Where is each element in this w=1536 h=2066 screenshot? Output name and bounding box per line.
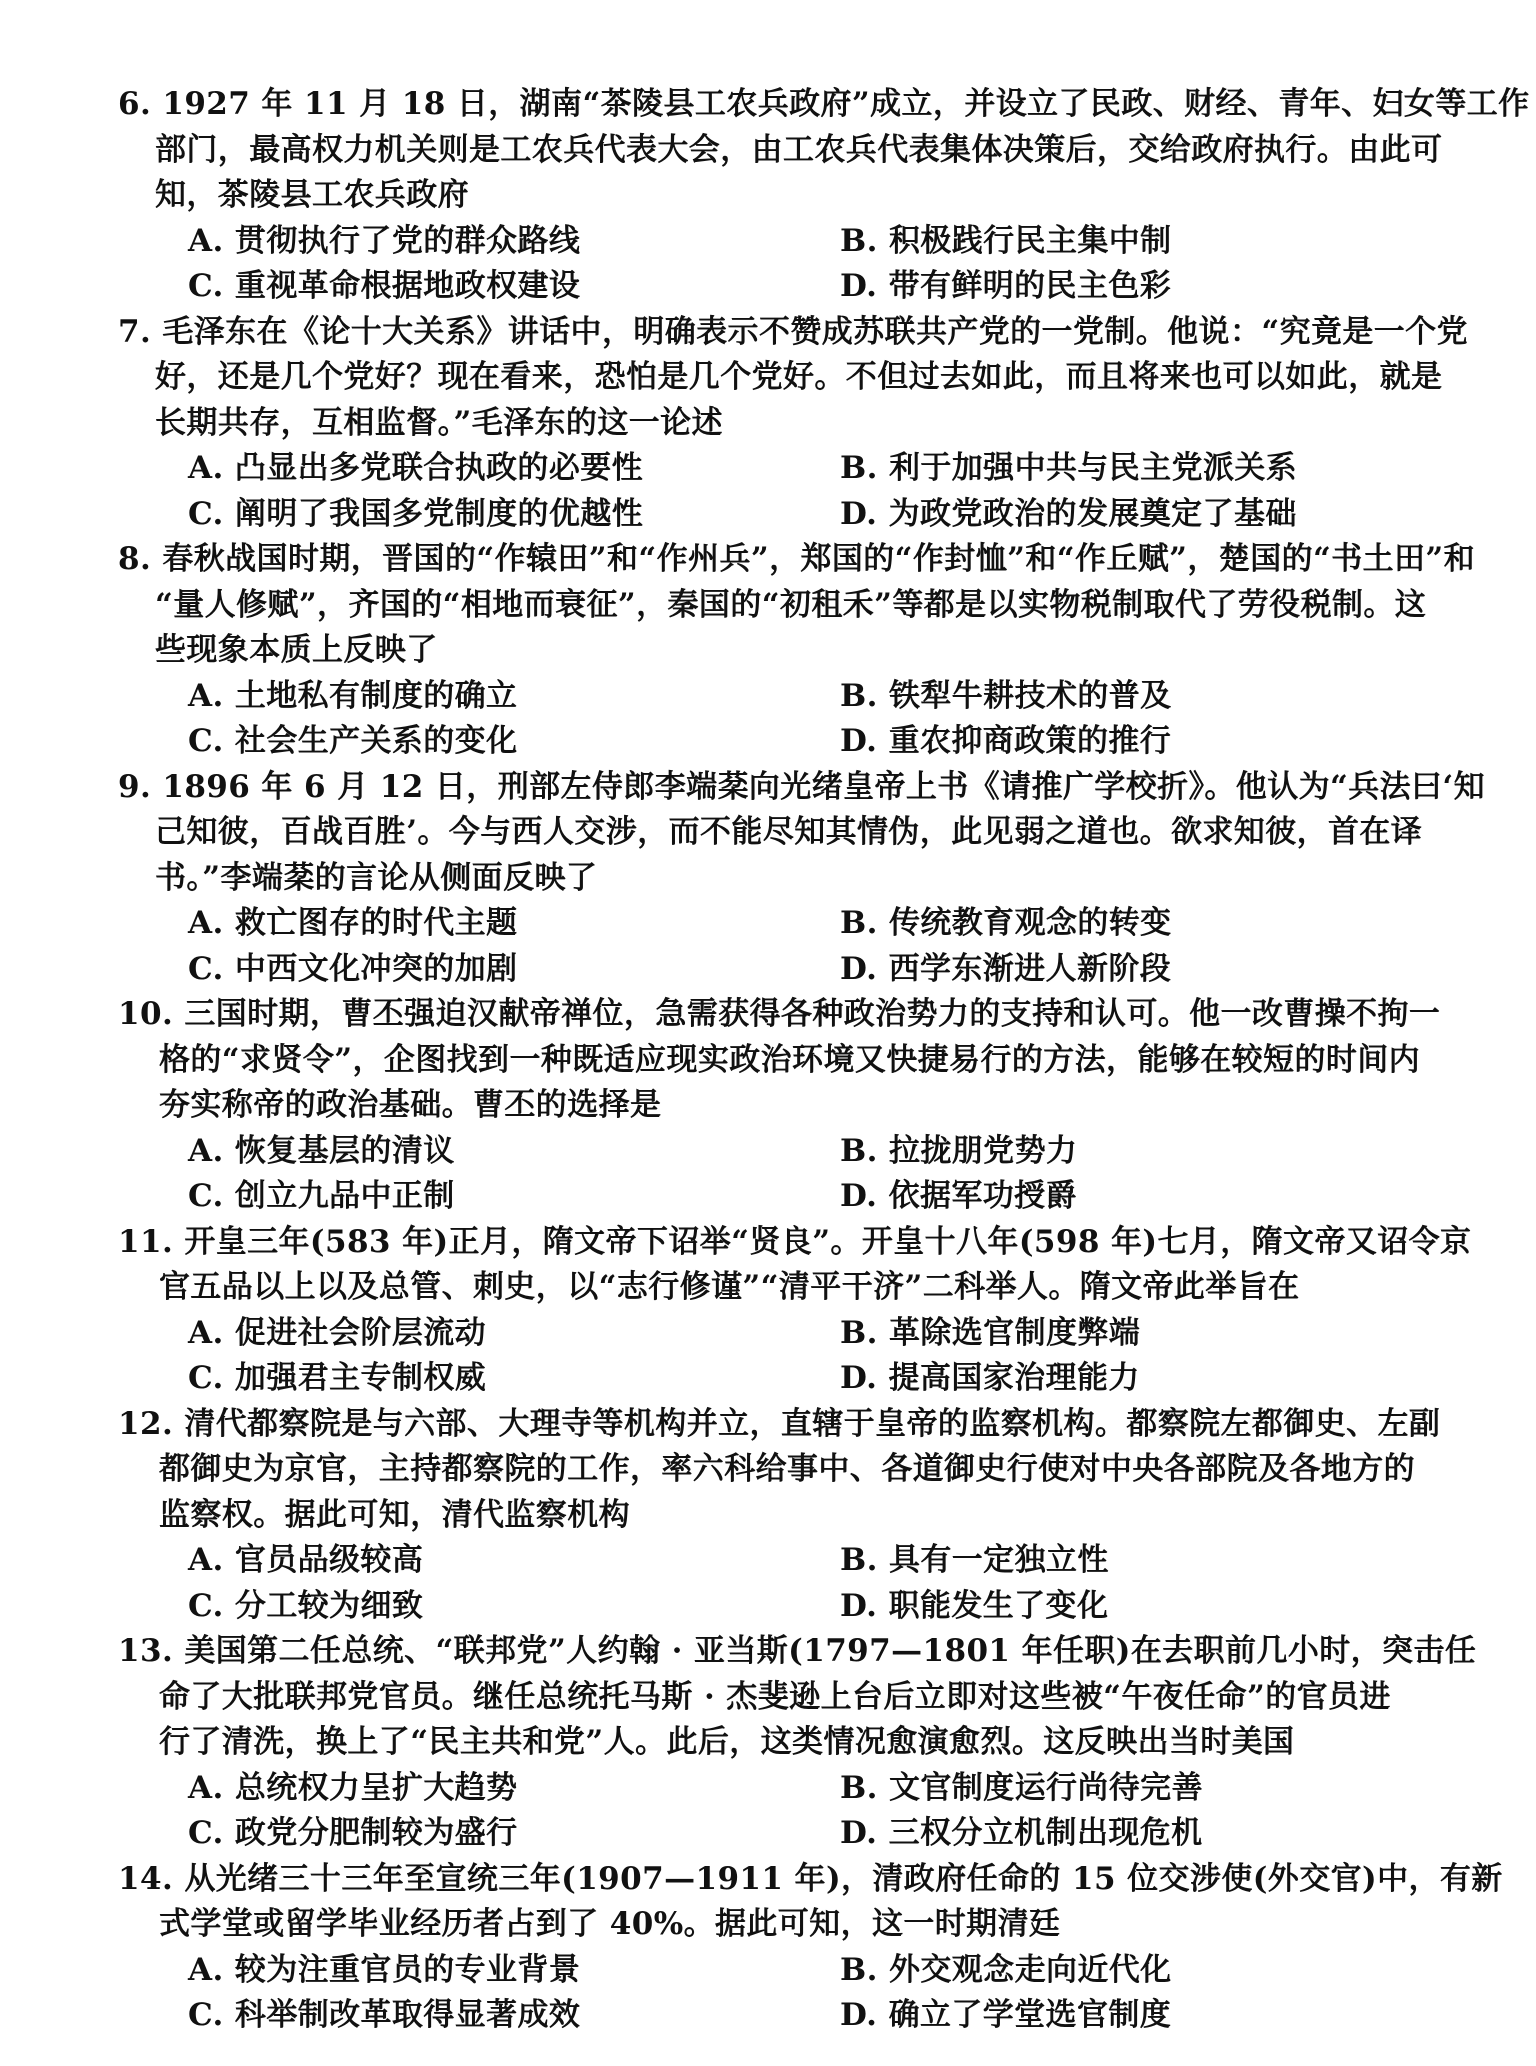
option-b: B. 铁犁牛耕技术的普及: [840, 677, 1172, 714]
answer-options: [118, 1129, 1446, 1220]
answer-options: [118, 1311, 1446, 1402]
question-stem-line: 格的“求贤令”，企图找到一种既适应现实政治环境又快捷易行的方法，能够在较短的时间内: [159, 1041, 1421, 1078]
option-d: D. 确立了学堂选官制度: [840, 1997, 1172, 2033]
option-a: A. 凸显出多党联合执政的必要性: [188, 450, 644, 486]
question-stem-line: 好，还是几个党好？现在看来，恐怕是几个党好。不但过去如此，而且将来也可以如此，就是: [155, 359, 1443, 395]
question-11: [118, 1220, 1472, 1402]
option-a: A. 土地私有制度的确立: [188, 677, 518, 714]
question-10: [118, 992, 1446, 1220]
question-stem-line: 6. 1927 年 11 月 18 日，湖南“茶陵县工农兵政府”成立，并设立了民政、财经、青年、妇女等工作: [118, 86, 1530, 122]
question-stem-line: 9. 1896 年 6 月 12 日，刑部左侍郎李端棻向光绪皇帝上书《请推广学校折》。他认为“兵法曰‘知: [118, 768, 1486, 805]
question-stem-line: 些现象本质上反映了: [155, 632, 438, 668]
option-b: B. 传统教育观念的转变: [840, 905, 1172, 941]
option-a: A. 官员品级较高: [188, 1542, 424, 1578]
answer-options: [118, 446, 1446, 537]
question-stem-line: 11. 开皇三年(583 年)正月，隋文帝下诏举“贤良”。开皇十八年(598 年)七月，隋文帝又诏令京: [118, 1223, 1472, 1260]
option-a: A. 恢复基层的清议: [188, 1132, 455, 1169]
question-stem-line: 部门，最高权力机关则是工农兵代表大会，由工农兵代表集体决策后，交给政府执行。由此可: [155, 131, 1443, 168]
question-stem-line: 都御史为京官，主持都察院的工作，率六科给事中、各道御史行使对中央各部院及各地方的: [159, 1451, 1415, 1487]
question-stem-line: 官五品以上以及总管、刺史，以“志行修谨”“清平干济”二科举人。隋文帝此举旨在: [159, 1269, 1300, 1305]
option-d: D. 重农抑商政策的推行: [840, 723, 1172, 759]
option-a: A. 贯彻执行了党的群众路线: [188, 222, 581, 259]
option-c: C. 阐明了我国多党制度的优越性: [188, 495, 644, 532]
question-stem-line: 命了大批联邦党官员。继任总统托马斯 · 杰斐逊上台后立即对这些被“午夜任命”的官员进: [159, 1678, 1391, 1715]
option-d: D. 三权分立机制出现危机: [840, 1815, 1203, 1851]
question-8: [118, 537, 1476, 765]
question-stem-line: “量人修赋”，齐国的“相地而衰征”，秦国的“初租禾”等都是以实物税制取代了劳役税制。这: [155, 586, 1427, 623]
option-c: C. 分工较为细致: [188, 1587, 424, 1624]
option-b: B. 利于加强中共与民主党派关系: [840, 450, 1298, 486]
option-a: A. 促进社会阶层流动: [188, 1314, 487, 1351]
answer-options: [118, 219, 1446, 310]
option-d: D. 为政党政治的发展奠定了基础: [840, 495, 1297, 532]
option-b: B. 积极践行民主集中制: [840, 222, 1172, 259]
question-12: [118, 1402, 1446, 1630]
option-b: B. 革除选官制度弊端: [840, 1314, 1141, 1351]
option-b: B. 具有一定独立性: [840, 1542, 1109, 1578]
question-stem-line: 行了清洗，换上了“民主共和党”人。此后，这类情况愈演愈烈。这反映出当时美国: [159, 1724, 1295, 1760]
option-c: C. 政党分肥制较为盛行: [188, 1815, 518, 1851]
question-stem-line: 7. 毛泽东在《论十大关系》讲话中，明确表示不赞成苏联共产党的一党制。他说：“究竟是一个党: [118, 313, 1468, 350]
question-stem-line: 书。”李端棻的言论从侧面反映了: [155, 859, 598, 896]
option-a: A. 较为注重官员的专业背景: [188, 1951, 581, 1988]
option-d: D. 带有鲜明的民主色彩: [840, 268, 1172, 304]
option-b: B. 拉拢朋党势力: [840, 1132, 1078, 1169]
question-stem-line: 长期共存，互相监督。”毛泽东的这一论述: [155, 404, 723, 441]
question-stem-line: 夯实称帝的政治基础。曹丕的选择是: [159, 1087, 662, 1123]
option-c: C. 重视革命根据地政权建设: [188, 268, 581, 304]
option-c: C. 科举制改革取得显著成效: [188, 1997, 581, 2033]
option-b: B. 文官制度运行尚待完善: [840, 1769, 1203, 1806]
option-c: C. 加强君主专制权威: [188, 1360, 487, 1396]
question-13: [118, 1629, 1477, 1857]
question-stem-line: 8. 春秋战国时期，晋国的“作辕田”和“作州兵”，郑国的“作封恤”和“作丘赋”，楚国的“书土田”和: [118, 541, 1476, 577]
question-6: [118, 82, 1530, 310]
question-stem-line: 式学堂或留学毕业经历者占到了 40%。据此可知，这一时期清廷: [159, 1906, 1061, 1942]
option-d: D. 西学东渐进人新阶段: [840, 950, 1172, 987]
question-stem-line: 知，茶陵县工农兵政府: [155, 177, 469, 213]
option-c: C. 创立九品中正制: [188, 1178, 455, 1214]
option-c: C. 社会生产关系的变化: [188, 723, 518, 759]
question-14: [118, 1857, 1503, 2039]
question-stem-line: 己知彼，百战百胜’。今与西人交涉，而不能尽知其情伪，此见弱之道也。欲求知彼，首在译: [155, 814, 1423, 850]
option-d: D. 提高国家治理能力: [840, 1360, 1140, 1396]
question-stem-line: 监察权。据此可知，清代监察机构: [159, 1496, 630, 1533]
answer-options: [118, 674, 1446, 765]
question-stem-line: 13. 美国第二任总统、“联邦党”人约翰 · 亚当斯(1797—1801 年任职)在去职前几小时，突击任: [118, 1633, 1477, 1669]
option-c: C. 中西文化冲突的加剧: [188, 950, 518, 987]
option-b: B. 外交观念走向近代化: [840, 1951, 1172, 1988]
answer-options: [118, 1538, 1446, 1629]
question-7: [118, 310, 1468, 538]
answer-options: [118, 1766, 1446, 1857]
answer-options: [118, 901, 1446, 992]
option-a: A. 总统权力呈扩大趋势: [188, 1769, 518, 1806]
question-stem-line: 14. 从光绪三十三年至宣统三年(1907—1911 年)，清政府任命的 15 位交涉使(外交官)中，有新: [118, 1860, 1503, 1897]
option-a: A. 救亡图存的时代主题: [188, 905, 518, 941]
question-stem-line: 12. 清代都察院是与六部、大理寺等机构并立，直辖于皇帝的监察机构。都察院左都御史、左副: [118, 1405, 1441, 1442]
question-stem-line: 10. 三国时期，曹丕强迫汉献帝禅位，急需获得各种政治势力的支持和认可。他一改曹操不拘一: [118, 996, 1441, 1032]
question-9: [118, 765, 1486, 993]
option-d: D. 依据军功授爵: [840, 1178, 1077, 1214]
answer-options: [118, 1948, 1446, 2039]
option-d: D. 职能发生了变化: [840, 1587, 1109, 1624]
